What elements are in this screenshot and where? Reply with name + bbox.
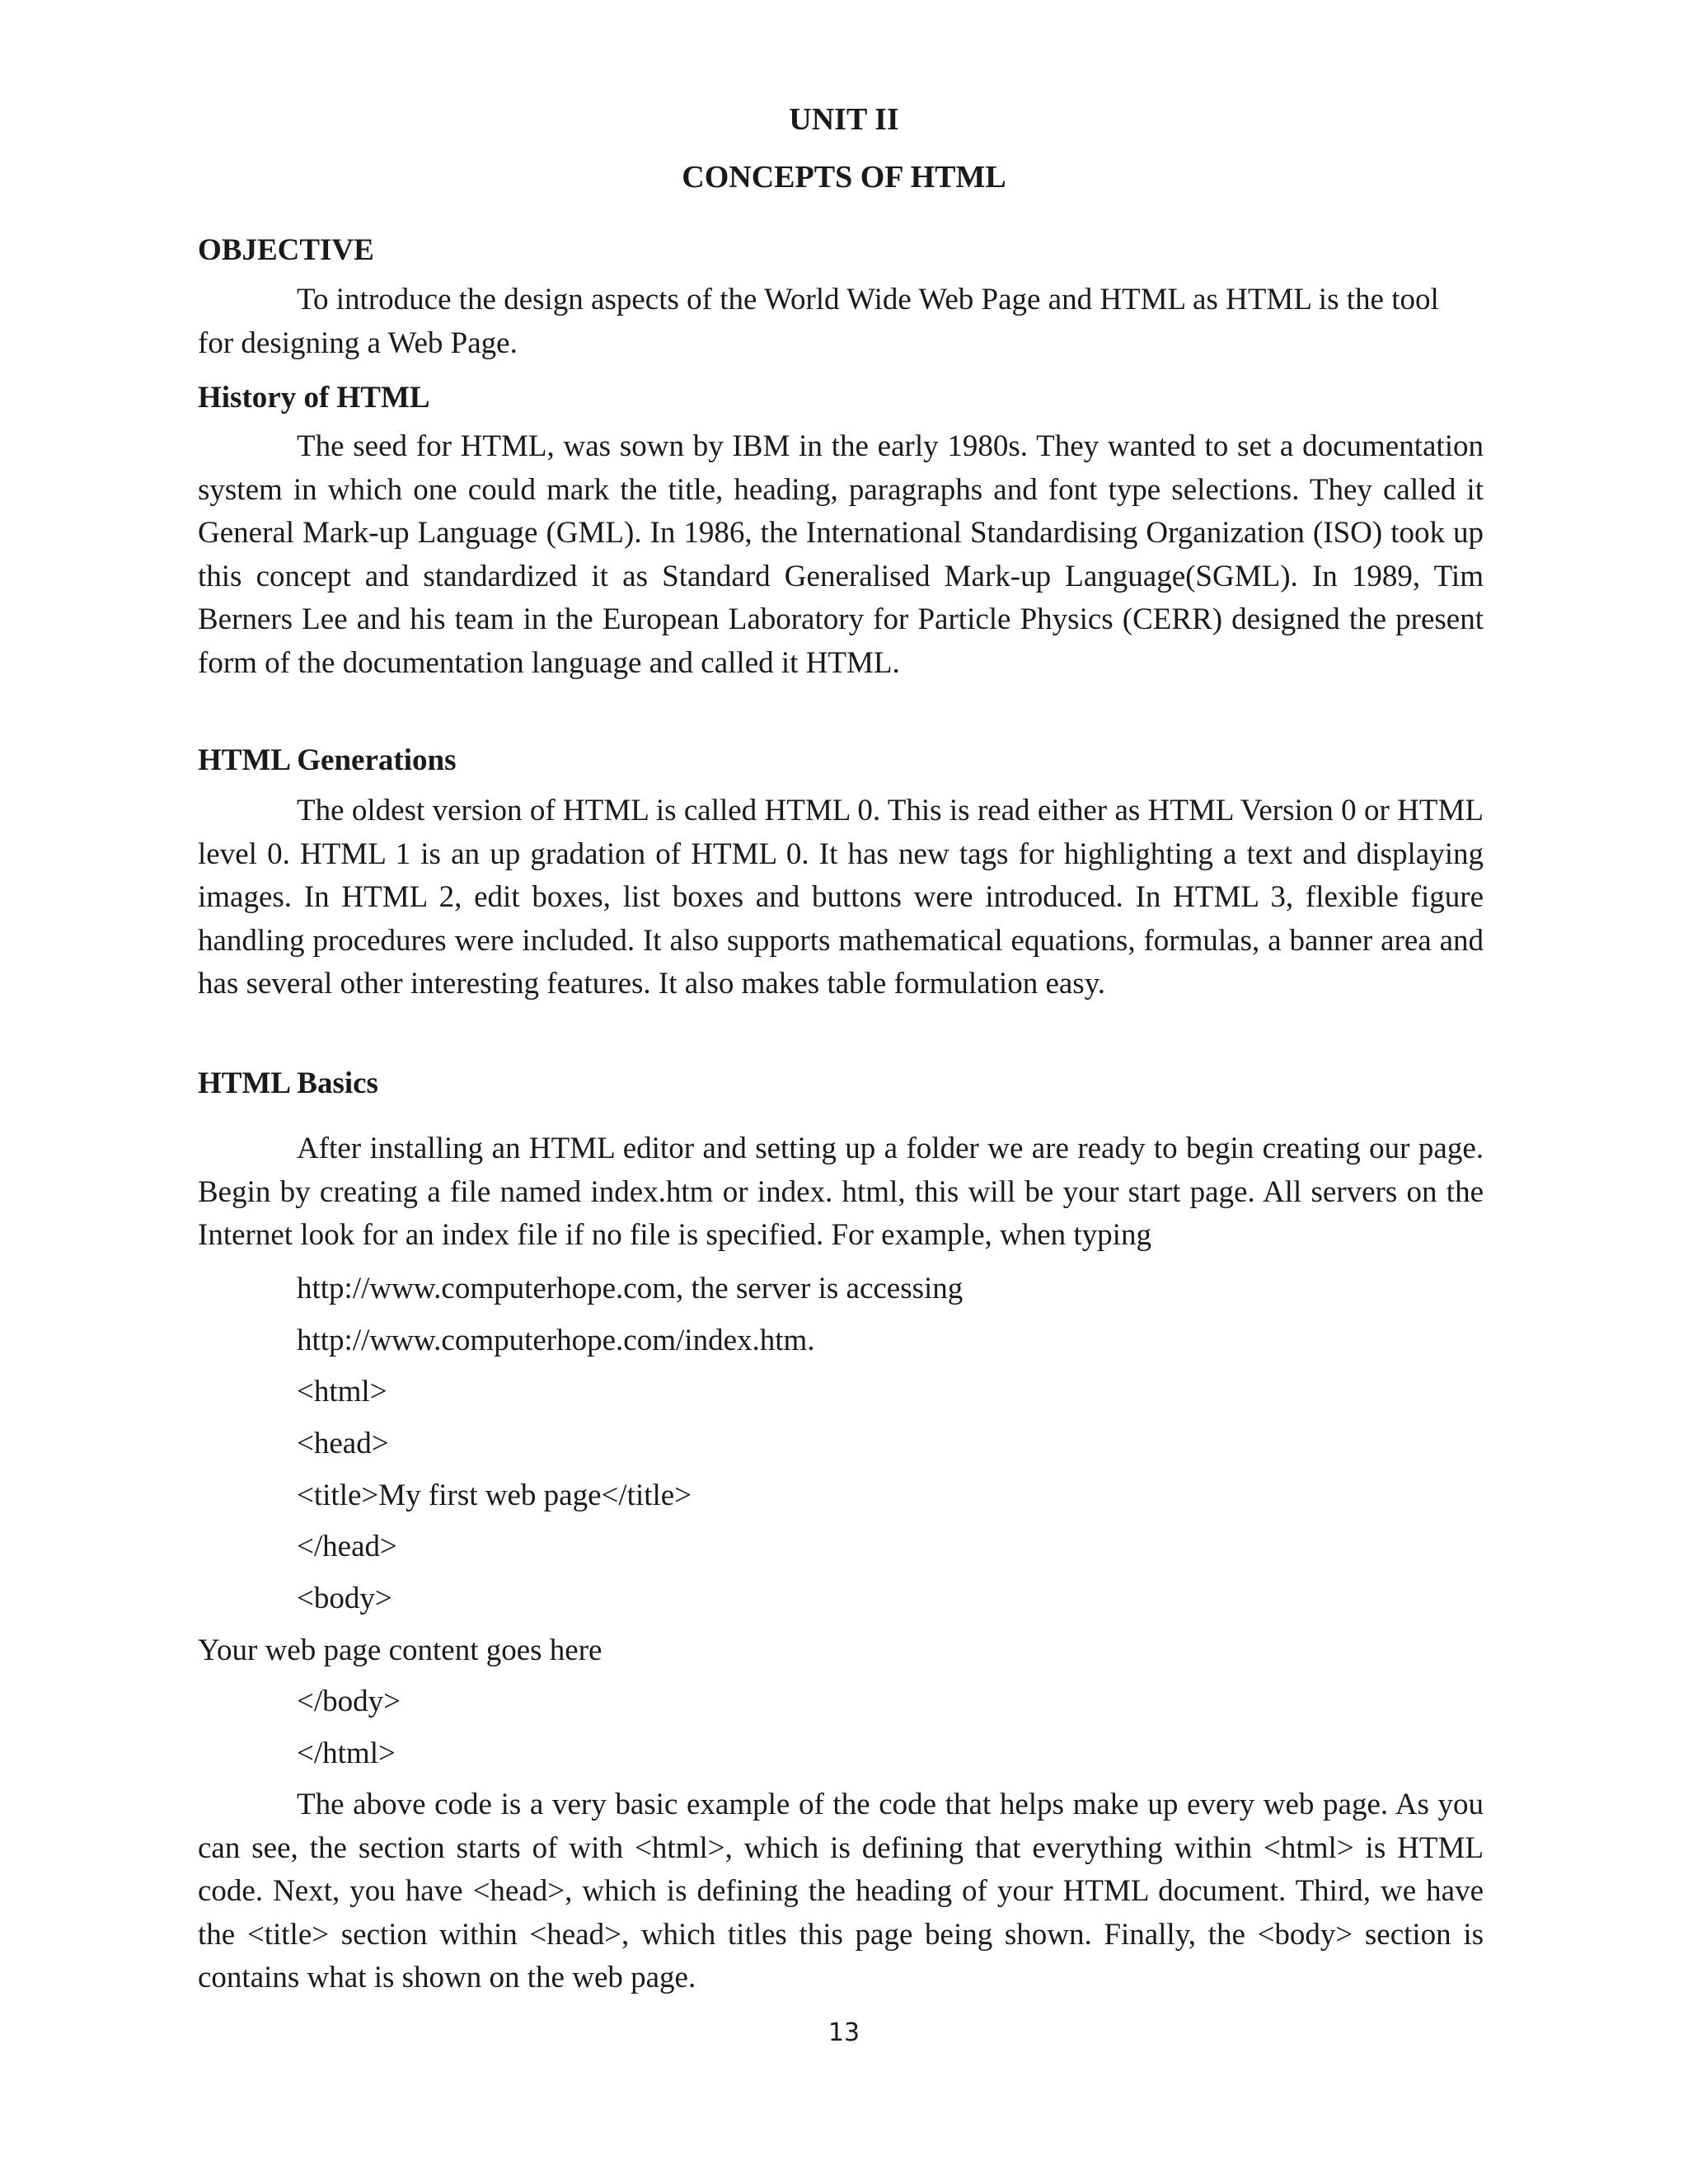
- objective-heading: OBJECTIVE: [198, 233, 374, 267]
- basics-heading: HTML Basics: [198, 1066, 378, 1100]
- code-html-close: </html>: [297, 1736, 396, 1770]
- basics-paragraph: After installing an HTML editor and setting up a folder we are ready to begin creating our page. Begin by creating a file named index.htm or index. html, this will be your start page. All servers on the Internet look for an index file if no file is specified. For example, when typing: [198, 1132, 1484, 1252]
- chapter-title: CONCEPTS OF HTML: [682, 160, 1006, 194]
- example-index-url-line: http://www.computerhope.com/index.htm.: [297, 1324, 815, 1357]
- code-html-open: <html>: [297, 1375, 387, 1408]
- objective-paragraph: To introduce the design aspects of the World Wide Web Page and HTML as HTML is the tool for designing a Web Page.: [198, 283, 1439, 360]
- generations-paragraph: The oldest version of HTML is called HTML 0. This is read either as HTML Version 0 or HTML level 0. HTML 1 is an up gradation of HTML 0. It has new tags for highlighting a text and displaying images. In HTML 2, edit boxes, list boxes and buttons were introduced. In HTML 3, flexible figure handling procedures were included. It also supports mathematical equations, formulas, a banner area and has several other interesting features. It also makes table formulation easy.: [198, 794, 1484, 1001]
- code-body-close: </body>: [297, 1685, 401, 1718]
- code-head-close: </head>: [297, 1530, 397, 1563]
- history-heading: History of HTML: [198, 381, 430, 415]
- explanation-paragraph: The above code is a very basic example of the code that helps make up every web page. As you can see, the section starts of with <html>, which is defining that everything within <html> is HTML code. Next, you have <head>, which is defining the heading of your HTML document. Third, we have the <title> section within <head>, which titles this page being shown. Finally, the <body> section is contains what is shown on the web page.: [198, 1788, 1484, 1994]
- code-title-line: <title>My first web page</title>: [297, 1479, 692, 1512]
- generations-heading: HTML Generations: [198, 743, 457, 777]
- history-paragraph: The seed for HTML, was sown by IBM in the early 1980s. They wanted to set a documentation system in which one could mark the title, heading, paragraphs and font type selections. They called it General Mark-up Language (GML). In 1986, the International Standardising Organization (ISO) took up this concept and standardized it as Standard Generalised Mark-up Language(SGML). In 1989, Tim Berners Lee and his team in the European Laboratory for Particle Physics (CERR) designed the present form of the documentation language and called it HTML.: [198, 429, 1484, 680]
- page-number: 13: [828, 2018, 860, 2047]
- example-url-line: http://www.computerhope.com, the server is accessing: [297, 1272, 964, 1305]
- unit-title: UNIT II: [789, 102, 899, 137]
- code-content-line: Your web page content goes here: [198, 1633, 603, 1667]
- code-body-open: <body>: [297, 1582, 392, 1615]
- code-head-open: <head>: [297, 1427, 389, 1460]
